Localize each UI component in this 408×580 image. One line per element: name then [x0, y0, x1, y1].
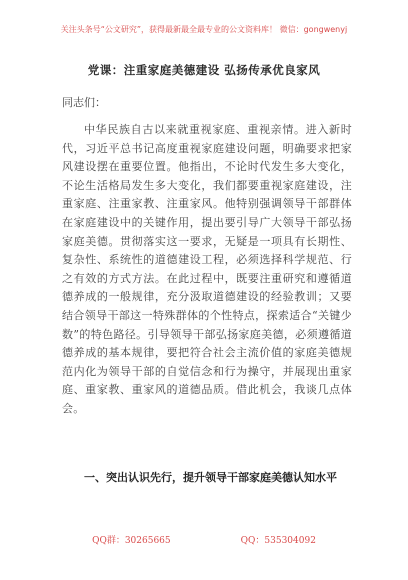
- section-heading: 一、突出认识先行，提升领导干部家庭美德认知水平: [84, 471, 337, 484]
- footer-qq-group: QQ群：30265665: [92, 536, 171, 546]
- top-banner: 关注头条号“公文研究”，获得最新最全最专业的公文资料库！ 微信：gongwenyj: [60, 25, 348, 34]
- footer: [0, 533, 408, 546]
- salutation: 同志们：: [62, 96, 106, 109]
- body-paragraph: 中华民族自古以来就重视家庭、重视亲情。进入新时代，习近平总书记高度重视家庭建设问题，明确要求把家风建设摆在重要位置。他指出，不论时代发生多大变化，不论生活格局发生多大变化，我们都要重视家庭建设，注重家庭、注重家教、注重家风。他特别强调领导干部群体在家庭建设中的关键作用，提出要引导广大领导干部弘扬家庭美德。贯彻落实这一要求，无疑是一项具有长期性、复杂性、系统性的道德建设工程，必须选择科学规范、行之有效的方式方法。在此过程中，既要注重研究和遵循道德养成的一般规律，充分汲取道德建设的经验教训；又要结合领导干部这一特殊群体的个性特点，探索适合“关键少数”的特色路径。引导领导干部弘扬家庭美德，必须遵循道德养成的基本规律，要把符合社会主流价值的家庭美德规范内化为领导干部的自觉信念和行为操守，并展现出重家庭、重家教、重家风的道德品质。借此机会，我谈几点体会。: [62, 123, 352, 415]
- document-title: 党课：注重家庭美德建设 弘扬传承优良家风: [87, 63, 321, 77]
- footer-qq-contact: QQ：535304092: [240, 536, 316, 546]
